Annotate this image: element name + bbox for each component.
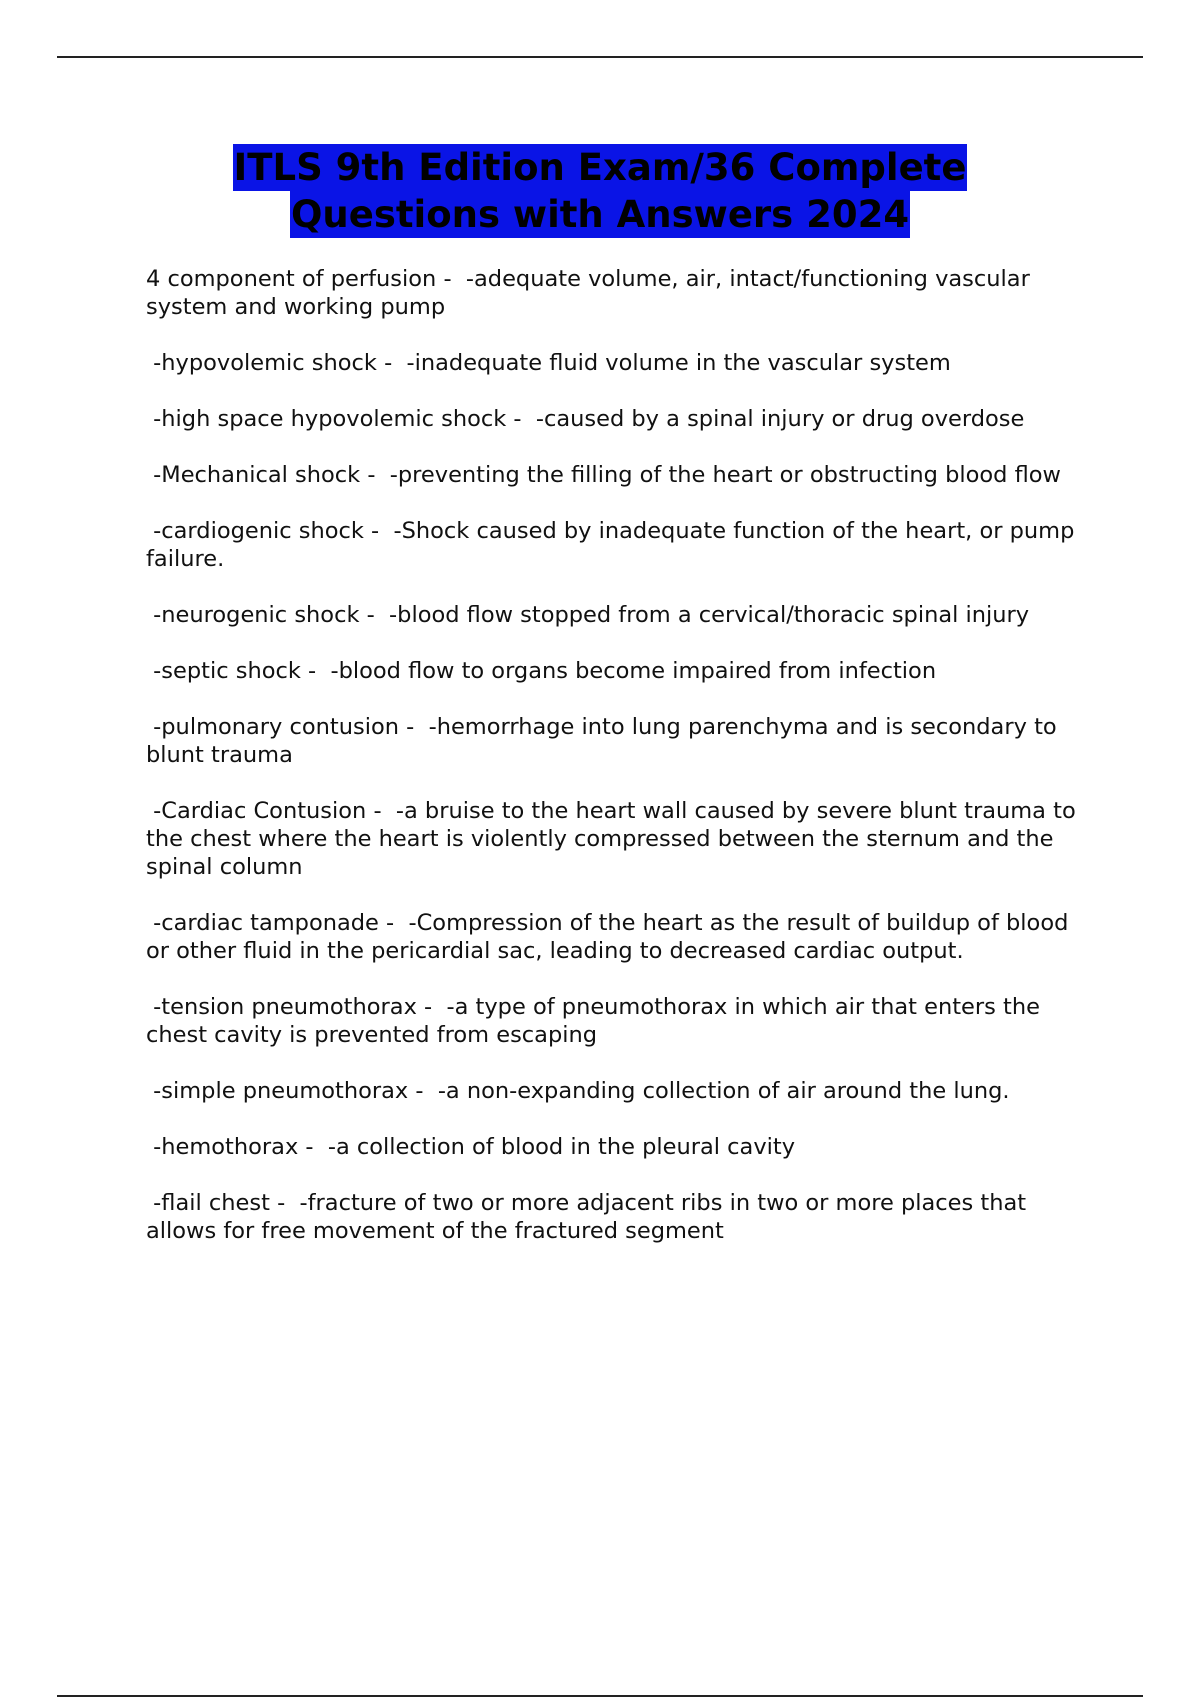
qa-entry — [146, 909, 1086, 965]
qa-entry — [146, 517, 1086, 573]
entry-definition: -a non-expanding collection of air around the lung. — [437, 1078, 1010, 1104]
entry-separator: - — [300, 658, 331, 684]
entry-separator: - — [408, 1078, 438, 1104]
entry-separator: - — [399, 714, 429, 740]
entry-definition: -preventing the filling of the heart or obstructing blood flow — [389, 462, 1061, 488]
qa-entry — [146, 405, 1086, 433]
entry-term: -hypovolemic shock — [153, 350, 377, 376]
entry-definition: -Compression of the heart as the result of buildup of blood or other fluid in the pericardial sac, leading to decreased cardiac output. — [146, 910, 1076, 964]
entry-separator: - — [359, 602, 390, 628]
entry-separator: - — [376, 350, 407, 376]
qa-entry — [146, 1189, 1086, 1245]
entry-term: -Cardiac Contusion — [153, 798, 367, 824]
top-rule — [57, 56, 1143, 58]
document-title — [0, 144, 1200, 238]
qa-entry — [146, 1133, 1086, 1161]
entry-definition: -a type of pneumothorax in which air that enters the chest cavity is prevented from escaping — [146, 994, 1048, 1048]
entry-term: -simple pneumothorax — [153, 1078, 409, 1104]
entry-term: -high space hypovolemic shock — [153, 406, 507, 432]
entry-term: -pulmonary contusion — [153, 714, 399, 740]
entry-term: -Mechanical shock — [153, 462, 361, 488]
qa-entry — [146, 461, 1086, 489]
entry-separator: - — [378, 910, 409, 936]
bottom-rule — [57, 1695, 1143, 1697]
entry-term: -tension pneumothorax — [153, 994, 417, 1020]
qa-entry — [146, 1077, 1086, 1105]
entry-definition: -fracture of two or more adjacent ribs in two or more places that allows for free movement of the fractured segment — [146, 1190, 1034, 1244]
entry-separator: - — [360, 462, 390, 488]
entry-definition: -blood flow stopped from a cervical/thoracic spinal injury — [389, 602, 1030, 628]
entry-separator: - — [416, 994, 447, 1020]
entry-separator: - — [506, 406, 536, 432]
entry-separator: - — [436, 266, 466, 292]
entry-term: -cardiogenic shock — [153, 518, 364, 544]
entry-term: -flail chest — [153, 1190, 270, 1216]
entry-definition: -a collection of blood in the pleural cavity — [327, 1134, 796, 1160]
entry-term: -hemothorax — [153, 1134, 299, 1160]
entry-definition: -adequate volume, air, intact/functioning vascular system and working pump — [146, 266, 1037, 320]
entry-separator: - — [363, 518, 394, 544]
entry-separator: - — [366, 798, 396, 824]
entry-separator: - — [269, 1190, 300, 1216]
entry-term: -cardiac tamponade — [153, 910, 379, 936]
entry-definition: -blood flow to organs become impaired from infection — [330, 658, 937, 684]
qa-list — [146, 265, 1086, 1273]
qa-entry — [146, 265, 1086, 321]
entry-separator: - — [298, 1134, 328, 1160]
entry-term: -septic shock — [153, 658, 301, 684]
title-line-1: ITLS 9th Edition Exam/36 Complete — [233, 146, 967, 189]
qa-entry — [146, 713, 1086, 769]
title-line-2: Questions with Answers 2024 — [290, 193, 910, 236]
qa-entry — [146, 349, 1086, 377]
qa-entry — [146, 993, 1086, 1049]
entry-definition: -hemorrhage into lung parenchyma and is secondary to blunt trauma — [146, 714, 1064, 768]
entry-definition: -caused by a spinal injury or drug overdose — [535, 406, 1025, 432]
entry-definition: -Shock caused by inadequate function of the heart, or pump failure. — [146, 518, 1082, 572]
qa-entry — [146, 657, 1086, 685]
entry-term: -neurogenic shock — [153, 602, 360, 628]
qa-entry — [146, 797, 1086, 881]
entry-definition: -inadequate fluid volume in the vascular system — [406, 350, 951, 376]
entry-definition: -a bruise to the heart wall caused by severe blunt trauma to the chest where the heart is violently compressed between the sternum and the spinal column — [146, 798, 1083, 880]
entry-term: 4 component of perfusion — [146, 266, 437, 292]
qa-entry — [146, 601, 1086, 629]
